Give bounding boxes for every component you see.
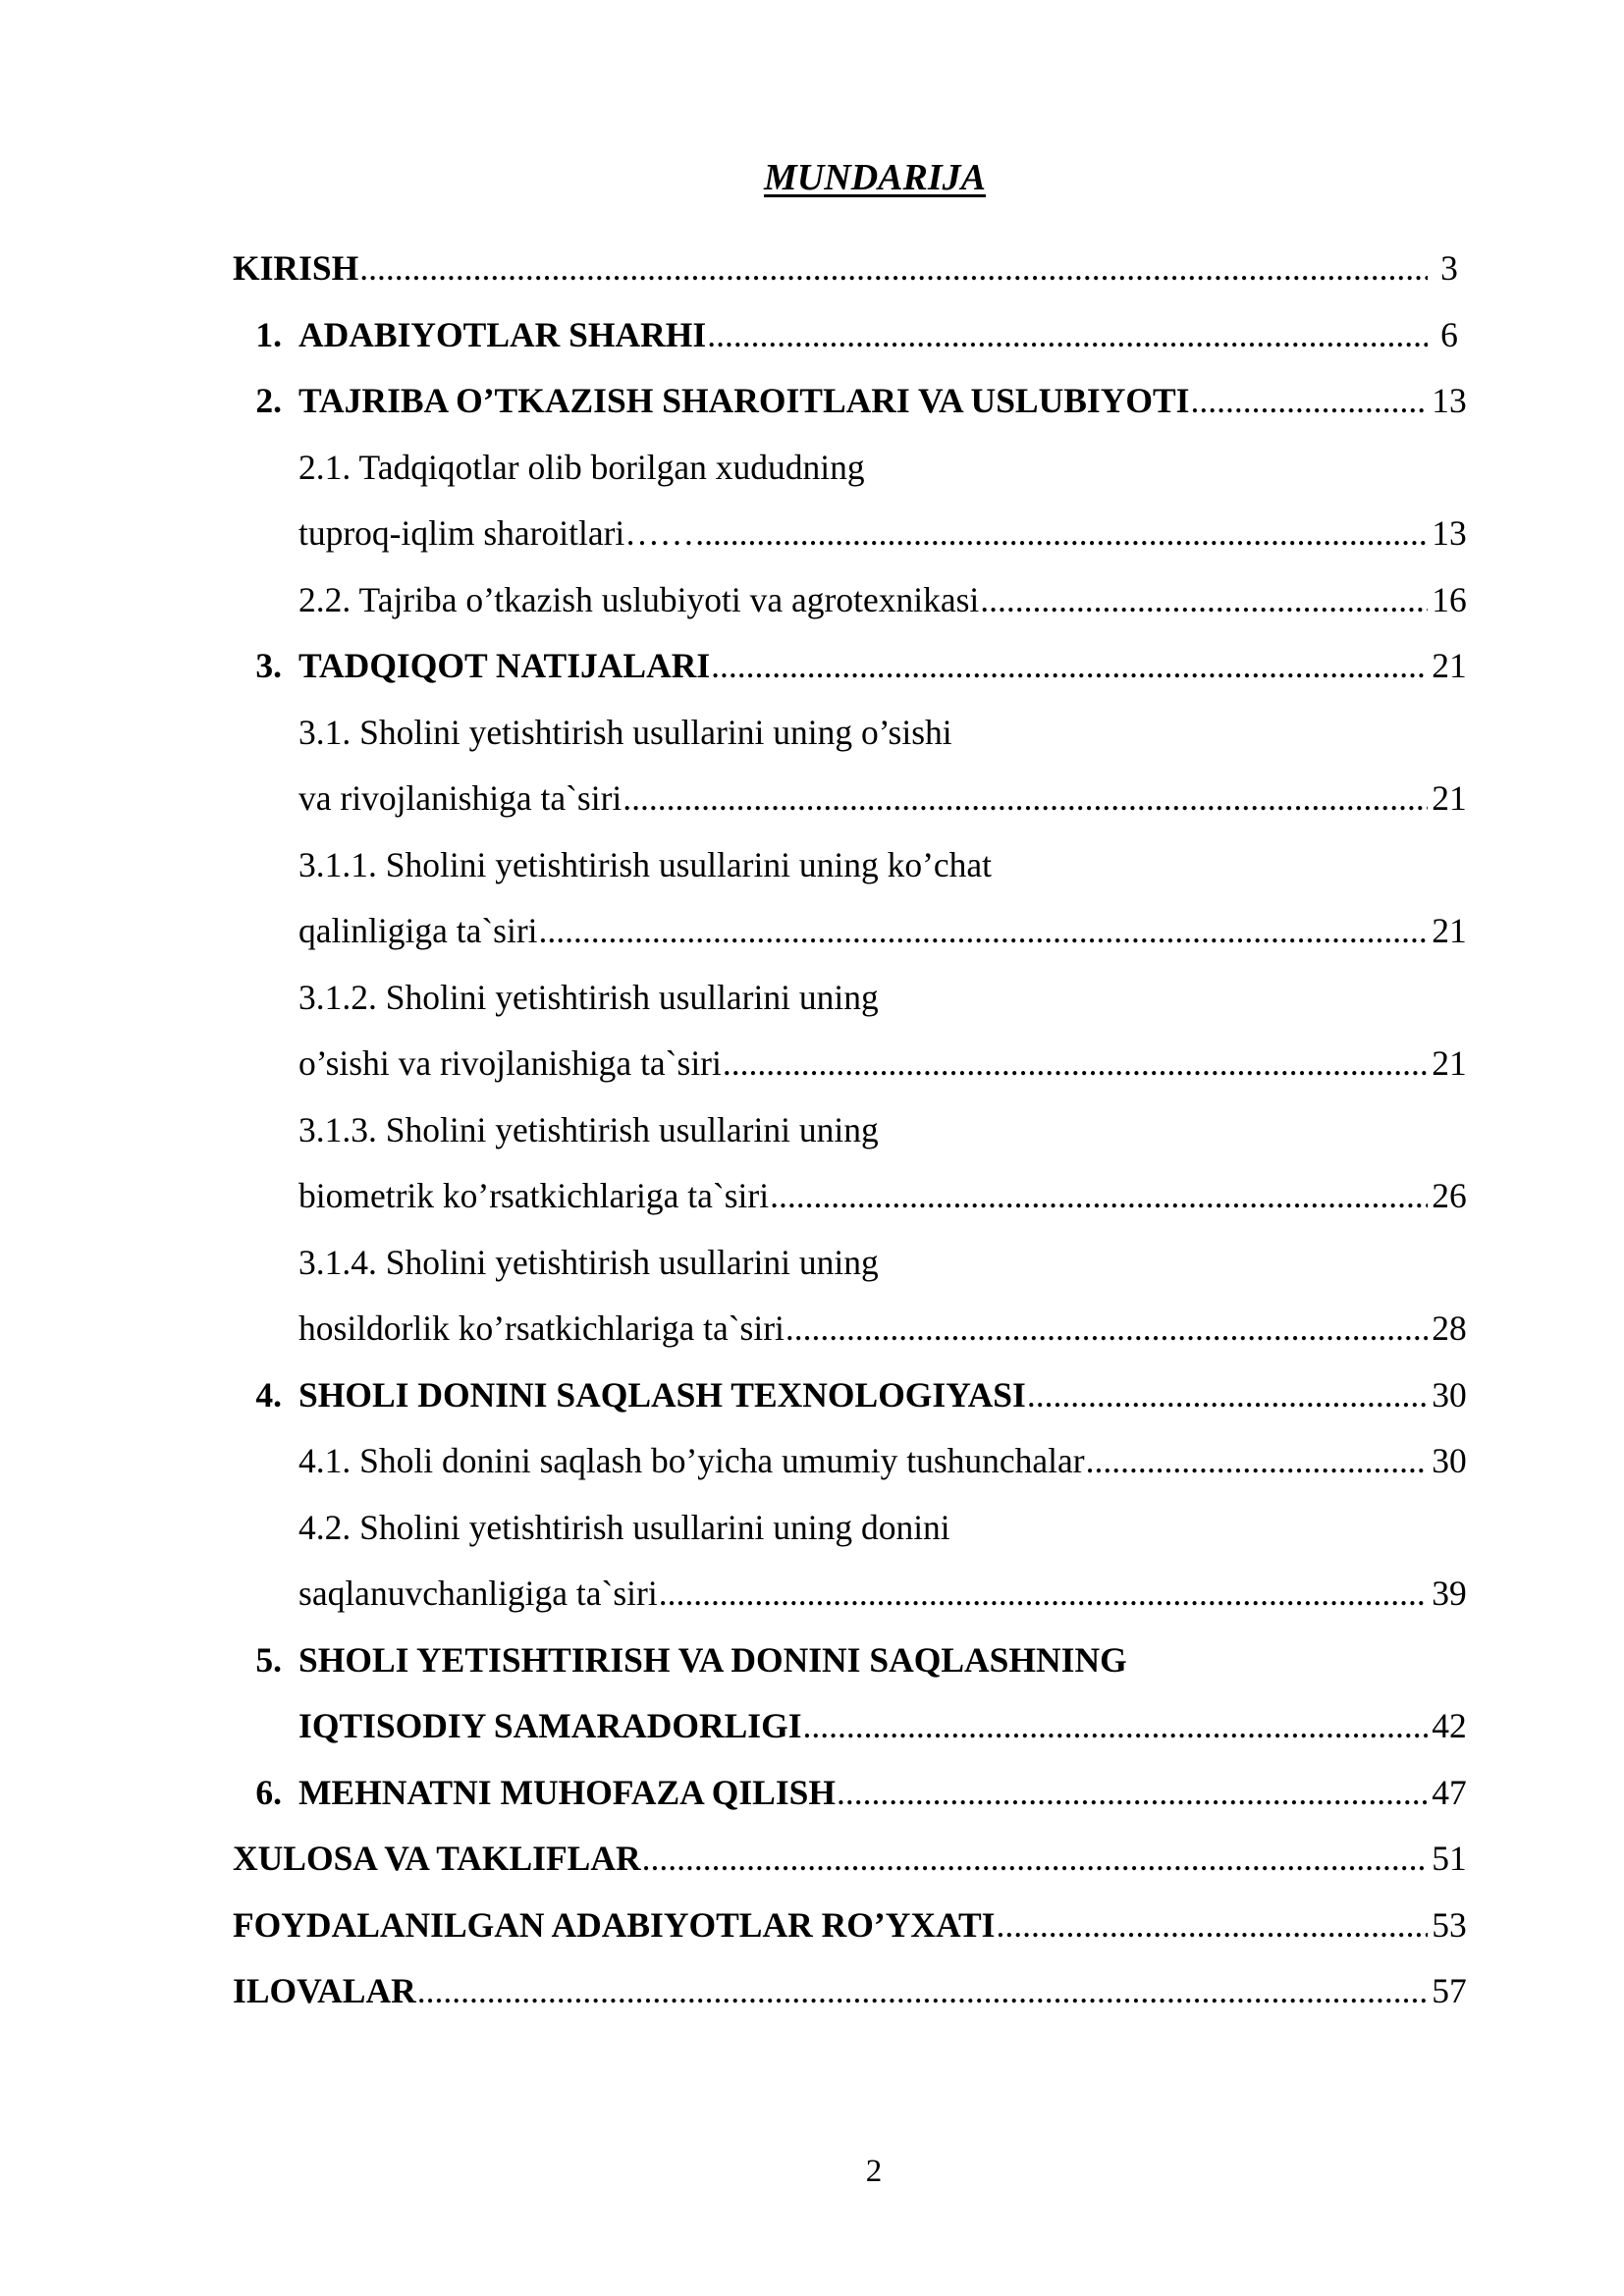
toc-entry[interactable] (298, 775, 1428, 821)
toc-page-number: 47 (1432, 1772, 1467, 1812)
toc-entry-title: qalinligiga ta`siri (298, 908, 539, 953)
toc-row (0, 700, 1624, 767)
toc-entry-title: 3.1.2. Sholini yetishtirish usullarini uning (298, 977, 879, 1017)
toc-row (0, 435, 1624, 502)
toc-entry[interactable] (298, 1306, 1428, 1351)
toc-entry-title: 3.1.3. Sholini yetishtirish usullarini uning (298, 1109, 879, 1149)
toc-entry-title: saqlanuvchanligiga ta`siri (298, 1571, 659, 1616)
toc-row (0, 965, 1624, 1032)
toc-entry-number: 6. (255, 1772, 282, 1812)
toc-row (0, 1958, 1624, 2025)
toc-entry[interactable] (298, 445, 1428, 490)
dot-leader (539, 908, 1428, 953)
toc-page-number: 13 (1432, 381, 1467, 420)
dot-leader (707, 312, 1428, 357)
dot-leader (359, 245, 1428, 291)
toc-row (0, 1031, 1624, 1097)
toc-entry-title: TADQIQOT NATIJALARI (298, 643, 711, 688)
toc-row (0, 1760, 1624, 1827)
toc-row (0, 1230, 1624, 1297)
toc-row (0, 766, 1624, 832)
dot-leader (1027, 1372, 1428, 1417)
toc-entry-title: 3.1.1. Sholini yetishtirish usullarini uning ko’chat (298, 844, 993, 884)
toc-entry[interactable] (298, 643, 1428, 688)
toc-page-number: 21 (1432, 911, 1467, 950)
toc-entry[interactable] (298, 1107, 1428, 1152)
toc-entry[interactable] (298, 975, 1428, 1020)
toc-entry[interactable] (298, 710, 1428, 755)
toc-row (0, 1362, 1624, 1429)
toc-page-number: 30 (1432, 1374, 1467, 1415)
dot-leader (837, 1770, 1428, 1815)
dot-leader (659, 1571, 1428, 1616)
toc-entry-title: ADABIYOTLAR SHARHI (298, 312, 707, 357)
toc-entry[interactable] (298, 1173, 1428, 1218)
toc-page-number: 26 (1432, 1176, 1467, 1215)
toc-page-number: 6 (1440, 314, 1458, 354)
toc-entry-title: SHOLI YETISHTIRISH VA DONINI SAQLASHNING (298, 1639, 1127, 1680)
toc-entry-number: 1. (255, 314, 282, 354)
toc-entry[interactable] (298, 842, 1428, 887)
toc-entry-title: IQTISODIY SAMARADORLIGI (298, 1703, 803, 1748)
toc-entry-number: 5. (255, 1639, 282, 1680)
toc-entry[interactable] (298, 1505, 1428, 1550)
toc-row (0, 1561, 1624, 1628)
toc-page-number: 21 (1432, 646, 1467, 685)
toc-entry[interactable] (233, 1968, 1428, 2013)
toc-row (0, 832, 1624, 899)
toc-entry-title: 2.1. Tadqiqotlar olib borilgan xududning (298, 447, 865, 487)
toc-entry[interactable] (298, 1438, 1428, 1483)
toc-entry-title: FOYDALANILGAN ADABIYOTLAR RO’YXATI (233, 1902, 996, 1948)
toc-entry[interactable] (298, 1041, 1428, 1086)
toc-entry-title: 2.2. Tajriba o’tkazish uslubiyoti va agrotexnikasi (298, 577, 980, 622)
toc-entry-title: MEHNATNI MUHOFAZA QILISH (298, 1770, 837, 1815)
toc-entry[interactable] (298, 1372, 1428, 1417)
toc-entry-title: va rivojlanishiga ta`siri (298, 775, 623, 821)
toc-entry-number: 4. (255, 1374, 282, 1415)
toc-row (0, 368, 1624, 435)
toc-entry-number: 3. (255, 646, 282, 685)
toc-row (0, 898, 1624, 965)
toc-page-number: 3 (1440, 248, 1458, 288)
toc-row (0, 1893, 1624, 1959)
table-of-contents (0, 236, 1624, 2025)
toc-entry[interactable] (298, 1240, 1428, 1285)
toc-entry[interactable] (233, 1902, 1428, 1948)
dot-leader (642, 1836, 1428, 1881)
toc-row (0, 236, 1624, 302)
toc-row (0, 1495, 1624, 1562)
dot-leader (1086, 1438, 1428, 1483)
toc-entry[interactable] (298, 1703, 1428, 1748)
toc-entry-title: SHOLI DONINI SAQLASH TEXNOLOGIYASI (298, 1372, 1027, 1417)
toc-row (0, 567, 1624, 634)
toc-entry[interactable] (298, 908, 1428, 953)
dot-leader (803, 1703, 1428, 1748)
toc-entry-title: ILOVALAR (233, 1968, 417, 2013)
toc-entry-number: 2. (255, 381, 282, 420)
toc-row (0, 1826, 1624, 1893)
dot-leader (1191, 378, 1429, 423)
toc-page-number: 16 (1432, 579, 1467, 619)
toc-page-number: 13 (1432, 513, 1467, 553)
toc-entry[interactable] (298, 1637, 1428, 1682)
dot-leader (711, 643, 1428, 688)
toc-page-number: 28 (1432, 1308, 1467, 1348)
toc-page-number: 42 (1432, 1706, 1467, 1745)
toc-page-number: 57 (1432, 1971, 1467, 2010)
dot-leader (623, 775, 1428, 821)
dot-leader (695, 510, 1428, 556)
toc-entry[interactable] (298, 1770, 1428, 1815)
toc-entry-title: 4.1. Sholi donini saqlash bo’yicha umumiy tushunchalar (298, 1438, 1086, 1483)
dot-leader (417, 1968, 1428, 2013)
toc-entry-title: 3.1. Sholini yetishtirish usullarini uning o’sishi (298, 712, 952, 752)
toc-page-number: 51 (1432, 1839, 1467, 1878)
dot-leader (723, 1041, 1428, 1086)
toc-entry-title: biometrik ko’rsatkichlariga ta`siri (298, 1173, 770, 1218)
toc-entry[interactable] (298, 1571, 1428, 1616)
toc-entry[interactable] (298, 510, 1428, 556)
toc-entry-title: o’sishi va rivojlanishiga ta`siri (298, 1041, 723, 1086)
toc-row (0, 1163, 1624, 1230)
toc-row (0, 1628, 1624, 1694)
toc-page-number: 53 (1432, 1904, 1467, 1945)
toc-row (0, 302, 1624, 369)
page-number: 2 (865, 2154, 883, 2189)
toc-entry[interactable] (233, 1836, 1428, 1881)
toc-row (0, 1693, 1624, 1760)
toc-entry[interactable] (298, 577, 1428, 622)
dot-leader (996, 1902, 1428, 1948)
toc-row (0, 1428, 1624, 1495)
dot-leader (770, 1173, 1428, 1218)
toc-entry[interactable] (233, 245, 1428, 291)
toc-row (0, 633, 1624, 700)
page-title: MUNDARIJA (764, 157, 986, 198)
dot-leader (785, 1306, 1428, 1351)
toc-row (0, 1296, 1624, 1362)
toc-entry-title: tuproq-iqlim sharoitlari…… (298, 510, 695, 556)
toc-page-number: 21 (1432, 778, 1467, 818)
toc-entry-title: hosildorlik ko’rsatkichlariga ta`siri (298, 1306, 785, 1351)
toc-entry[interactable] (298, 378, 1428, 423)
toc-entry-title: KIRISH (233, 245, 359, 291)
toc-page-number: 21 (1432, 1043, 1467, 1083)
toc-entry[interactable] (298, 312, 1428, 357)
toc-page-number: 30 (1432, 1441, 1467, 1480)
dot-leader (980, 577, 1428, 622)
toc-row (0, 501, 1624, 567)
toc-row (0, 1097, 1624, 1164)
toc-entry-title: TAJRIBA O’TKAZISH SHAROITLARI VA USLUBIYOTI (298, 378, 1191, 423)
toc-entry-title: XULOSA VA TAKLIFLAR (233, 1836, 642, 1881)
toc-page-number: 39 (1432, 1574, 1467, 1613)
toc-entry-title: 3.1.4. Sholini yetishtirish usullarini uning (298, 1242, 879, 1282)
toc-entry-title: 4.2. Sholini yetishtirish usullarini uning donini (298, 1507, 950, 1547)
